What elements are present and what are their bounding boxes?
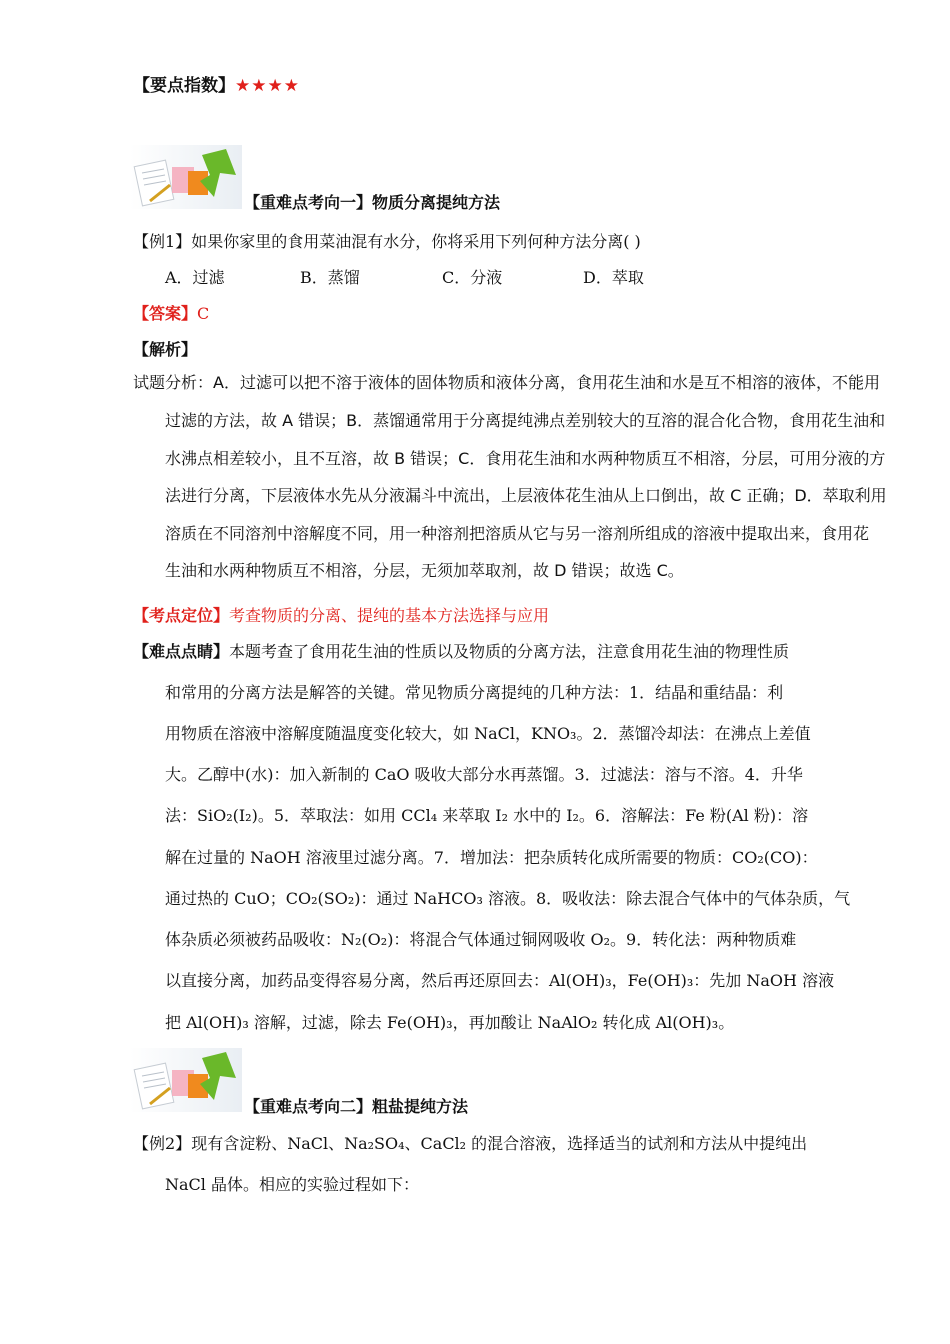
nandian-line-4: 大。乙醇中(水)：加入新制的 CaO 吸收大部分水再蒸馏。3．过滤法：溶与不溶。4．升华 xyxy=(165,765,803,784)
section2-heading: 【重难点考向二】粗盐提纯方法 xyxy=(244,1097,469,1116)
option-c: C．分液 xyxy=(442,268,503,287)
answer-line xyxy=(133,304,209,324)
nandian-line-3: 用物质在溶液中溶解度随温度变化较大，如 NaCl，KNO₃。2．蒸馏冷却法：在沸点上差值 xyxy=(165,724,811,743)
analysis-line-1: 试题分析：A．过滤可以把不溶于液体的固体物质和液体分离，食用花生油和水是互不相溶的液体，不能用 xyxy=(133,373,880,392)
example1-text: 如果你家里的食用菜油混有水分，你将采用下列何种方法分离( ) xyxy=(191,232,641,251)
nandian-line-2: 和常用的分离方法是解答的关键。常见物质分离提纯的几种方法：1．结晶和重结晶：利 xyxy=(165,683,784,702)
answer-value: C xyxy=(197,304,210,323)
importance-stars: ★★★★ xyxy=(235,76,300,96)
kaodian-line xyxy=(133,606,549,626)
nandian-line-9: 以直接分离，加药品变得容易分离，然后再还原回去：Al(OH)₃，Fe(OH)₃：先加 NaOH 溶液 xyxy=(165,971,835,990)
nandian-line-8: 体杂质必须被药品吸收：N₂(O₂)：将混合气体通过铜网吸收 O₂。9．转化法：两种物质难 xyxy=(165,930,797,949)
section-icon xyxy=(130,145,242,209)
section-icon xyxy=(130,1048,242,1112)
kaodian-label: 【考点定位】 xyxy=(133,606,230,625)
analysis-line-5: 溶质在不同溶剂中溶解度不同，用一种溶剂把溶质从它与另一溶剂所组成的溶液中提取出来，食用花 xyxy=(165,524,870,543)
analysis-line-6: 生油和水两种物质互不相溶，分层，无须加萃取剂，故 D 错误；故选 C。 xyxy=(165,561,684,580)
kaodian-text: 考查物质的分离、提纯的基本方法选择与应用 xyxy=(229,606,550,625)
example2-line-2: NaCl 晶体。相应的实验过程如下： xyxy=(165,1175,419,1194)
importance-label: 【要点指数】 xyxy=(133,76,235,96)
analysis-line-3: 水沸点相差较小，且不互溶，故 B 错误；C．食用花生油和水两种物质互不相溶，分层，可用分液的方 xyxy=(165,449,886,468)
option-d: D．萃取 xyxy=(583,268,644,287)
section1-heading: 【重难点考向一】物质分离提纯方法 xyxy=(244,193,501,212)
example2-text-1: 现有含淀粉、NaCl、Na₂SO₄、CaCl₂ 的混合溶液，选择适当的试剂和方法从中提纯出 xyxy=(191,1134,808,1153)
analysis-line-4: 法进行分离，下层液体水先从分液漏斗中流出，上层液体花生油从上口倒出，故 C 正确；D．萃取利用 xyxy=(165,486,887,505)
analysis-label: 【解析】 xyxy=(133,340,198,359)
answer-label: 【答案】 xyxy=(133,304,198,323)
nandian-line-1 xyxy=(133,642,789,662)
importance-line xyxy=(133,76,300,96)
nandian-line-5: 法：SiO₂(I₂)。5．萃取法：如用 CCl₄ 来萃取 I₂ 水中的 I₂。6．溶解法：Fe 粉(Al 粉)：溶 xyxy=(165,806,809,825)
option-a: A．过滤 xyxy=(165,268,225,287)
option-b: B．蒸馏 xyxy=(300,268,360,287)
nandian-label: 【难点点睛】 xyxy=(133,642,230,661)
example1-label: 【例1】 xyxy=(133,232,192,251)
example2-line-1 xyxy=(133,1134,807,1154)
example1-question xyxy=(133,232,641,252)
analysis-line-2: 过滤的方法，故 A 错误；B．蒸馏通常用于分离提纯沸点差别较大的互溶的混合化合物，食用花生油和 xyxy=(165,411,886,430)
nandian-line-10: 把 Al(OH)₃ 溶解，过滤，除去 Fe(OH)₃，再加酸让 NaAlO₂ 转化成 Al(OH)₃。 xyxy=(165,1013,735,1032)
nandian-line-7: 通过热的 CuO；CO₂(SO₂)：通过 NaHCO₃ 溶液。8．吸收法：除去混合气体中的气体杂质，气 xyxy=(165,889,851,908)
example2-label: 【例2】 xyxy=(133,1134,192,1153)
nandian-text-1: 本题考查了食用花生油的性质以及物质的分离方法，注意食用花生油的物理性质 xyxy=(229,642,790,661)
nandian-line-6: 解在过量的 NaOH 溶液里过滤分离。7．增加法：把杂质转化成所需要的物质：CO₂(CO)： xyxy=(165,848,818,867)
